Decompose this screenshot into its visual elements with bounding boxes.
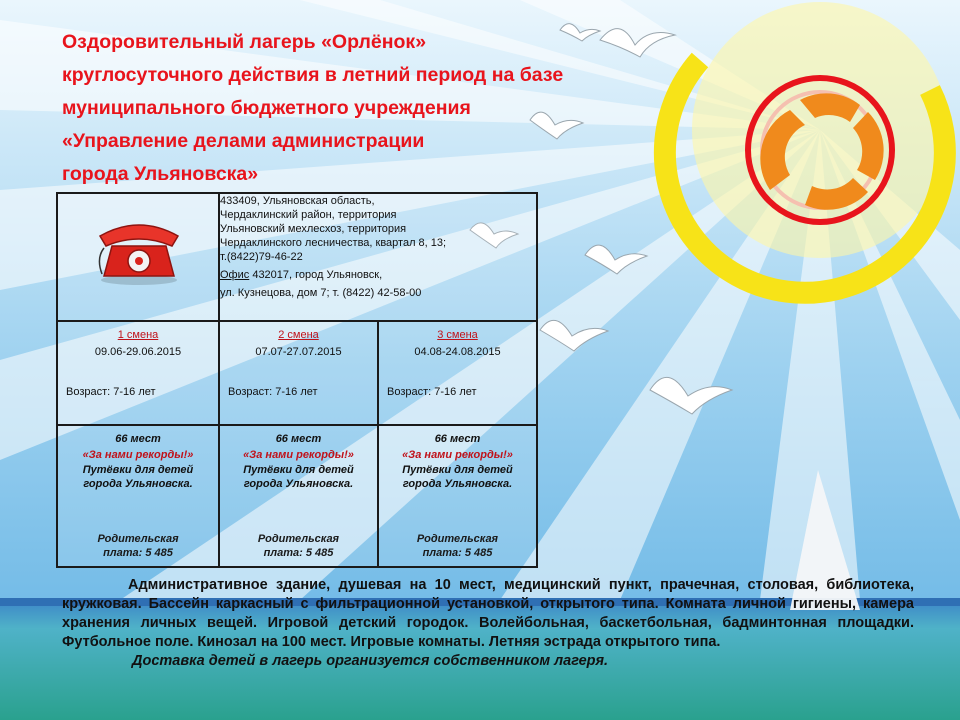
shift-cell-1 [57, 321, 219, 425]
trip-line-2: города Ульяновска. [402, 478, 513, 490]
shift-name: 2 смена [278, 329, 319, 341]
office-label: Офис [220, 269, 250, 281]
info-table [56, 192, 538, 568]
trip-line-2: города Ульяновска. [83, 478, 193, 490]
shift-age: Возраст: 7-16 лет [66, 386, 156, 398]
address-line-1: 433409, Ульяновская область, [220, 195, 375, 207]
delivery-note: Доставка детей в лагерь организуется собственником лагеря. [132, 653, 609, 669]
seats-count: 66 мест [115, 433, 161, 445]
fee-label: Родительская [97, 533, 179, 545]
seats-count: 66 мест [275, 433, 322, 445]
shift-cell-3 [378, 321, 537, 425]
shifts-row [57, 321, 537, 425]
seats-count: 66 мест [434, 433, 481, 445]
place-cell-1 [57, 425, 219, 567]
trip-line-2: города Ульяновска. [243, 478, 354, 490]
telephone-icon [94, 218, 184, 288]
address-line-2: Чердаклинский район, территория [220, 209, 397, 221]
fee-value: плата: 5 485 [263, 547, 334, 559]
parent-fee [379, 532, 536, 560]
trip-line-1: Путёвки для детей [402, 464, 513, 476]
title-line-4: «Управление делами администрации [62, 130, 425, 152]
title-line-3: муниципального бюджетного учреждения [62, 97, 471, 119]
place-cell-3 [378, 425, 537, 567]
shift-name: 1 смена [117, 329, 159, 341]
fee-value: плата: 5 485 [103, 547, 173, 559]
address-line-3: Ульяновский мехлесхоз, территория [220, 223, 407, 235]
slogan: «За нами рекорды!» [243, 449, 354, 461]
title-line-5: города Ульяновска» [62, 163, 259, 185]
trip-line-1: Путёвки для детей [243, 464, 354, 476]
shift-age: Возраст: 7-16 лет [386, 386, 477, 398]
fee-value: плата: 5 485 [422, 547, 493, 559]
shift-dates: 09.06-29.06.2015 [94, 346, 182, 358]
trip-line-1: Путёвки для детей [82, 464, 194, 476]
shift-age: Возраст: 7-16 лет [228, 386, 318, 398]
shift-dates: 04.08-24.08.2015 [414, 346, 501, 358]
address-line-5: т.(8422)79-46-22 [220, 251, 303, 263]
facilities-description [62, 576, 914, 671]
facilities-text: Административное здание, душевая на 10 мест, медицинский пункт, прачечная, столовая, библиотека, кружковая. Бассейн каркасный с фильтрационной установкой, открытого типа. Комната личной гигиены, камера хранения личных вещей. Игровой детский городок. Волейбольная, баскетбольная, бадминтонная площадки. Футбольное поле. Кинозал на 100 мест. Игровые комнаты. Летняя эстрада открытого типа. [62, 577, 914, 650]
parent-fee [58, 532, 218, 560]
place-cell-2 [219, 425, 378, 567]
page-title [62, 26, 702, 191]
fee-label: Родительская [257, 533, 340, 545]
title-line-1: Оздоровительный лагерь «Орлёнок» [62, 31, 427, 53]
address-line-4: Чердаклинского лесничества, квартал 8, 13; [220, 237, 447, 249]
parent-fee [220, 532, 377, 560]
slogan: «За нами рекорды!» [82, 449, 194, 461]
title-line-2: круглосуточного действия в летний период на базе [62, 64, 564, 86]
office-line-2: ул. Кузнецова, дом 7; т. (8422) 42-58-00 [220, 287, 422, 299]
slogan: «За нами рекорды!» [402, 449, 513, 461]
contact-row [57, 193, 537, 321]
fee-label: Родительская [416, 533, 499, 545]
office-line [220, 268, 536, 282]
places-row [57, 425, 537, 567]
office-address: 432017, город Ульяновск, [249, 269, 383, 281]
phone-cell [57, 193, 219, 321]
shift-dates: 07.07-27.07.2015 [255, 346, 342, 358]
address-cell [219, 193, 537, 321]
shift-name: 3 смена [437, 329, 478, 341]
shift-cell-2 [219, 321, 378, 425]
